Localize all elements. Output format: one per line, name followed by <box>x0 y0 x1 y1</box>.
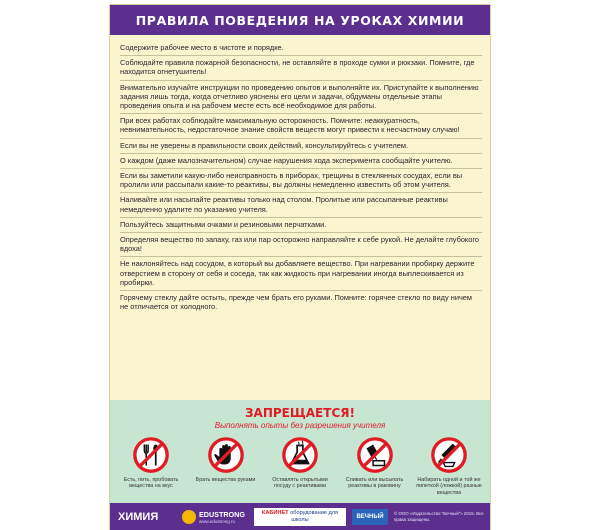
copyright-note: © ООО «Издательство "Вечный"» 2015. Все права защищены. <box>394 511 484 522</box>
brand-logo-icon <box>182 510 196 524</box>
open-flask-icon <box>281 436 319 474</box>
rule-item: Не наклоняйтесь над сосудом, в который вы добавляете вещество. При нагревании пробирку держите отверстием в сторону от себя и соседа, так как жидкость при нагревании иногда выплескивается из пробирки. <box>120 257 482 291</box>
rule-item: Если вы заметили какую-либо неисправность в приборах, трещины в стеклянных сосудах, если вы пролили или рассыпали какие-то реактивы, вы должны немедленно известить об этом учителя. <box>120 169 482 193</box>
rule-item: О каждом (даже малозначительном) случае нарушения хода эксперимента сообщайте учителю. <box>120 154 482 169</box>
promo-lead: КАБИНЕТ <box>261 509 289 516</box>
rule-item: Наливайте или насыпайте реактивы только над столом. Пролитые или рассыпанные реактивы немедленно удалите по указанию учителя. <box>120 193 482 217</box>
fork-spoon-icon <box>132 436 170 474</box>
rules-list <box>120 41 482 314</box>
publisher-logo-icon: ВЕЧНЫЙ <box>352 509 388 525</box>
hand-icon <box>207 436 245 474</box>
pipette-icon <box>430 436 468 474</box>
rule-item: Соблюдайте правила пожарной безопасности, не оставляйте в проходе сумки и рюкзаки. Помните, где находится огнетушитель! <box>120 56 482 80</box>
pour-back-icon <box>356 436 394 474</box>
header-band <box>110 5 490 35</box>
forbidden-heading: ЗАПРЕЩАЕТСЯ! <box>245 406 355 420</box>
forbidden-caption: Оставлять открытыми посуду с реактивами <box>272 477 328 490</box>
rule-item: Пользуйтесь защитными очками и резиновыми перчатками. <box>120 218 482 233</box>
promo-text: оборудование <box>290 509 327 516</box>
brand-name: EDUSTRONG <box>199 509 245 519</box>
forbidden-caption: Сливать или высыпать реактивы в раковину <box>345 477 404 490</box>
brand <box>182 510 254 524</box>
rule-item: Горячему стеклу дайте остыть, прежде чем брать его руками. Помните: горячее стекло по виду ничем не отличается от холодного. <box>120 293 472 312</box>
forbidden-caption: Брать вещества руками <box>195 477 256 483</box>
forbidden-caption: Набирать одной и той же пипеткой (ложкой) разные вещества <box>416 477 482 496</box>
rule-item: Определяя вещество по запаху, газ или пар осторожно направляйте к себе рукой. Не делайте глубокого вдоха! <box>120 233 482 257</box>
poster-title: ПРАВИЛА ПОВЕДЕНИЯ НА УРОКАХ ХИМИИ <box>135 12 465 28</box>
forbidden-item <box>193 436 259 496</box>
subject-label: ХИМИЯ <box>118 510 159 523</box>
rule-item: Внимательно изучайте инструкции по проведению опытов и выполняйте их. Приступайте к выполнению задания лишь тогда, когда отчетливо уяснены его цели и задачи, обдуманы отдельные этапы проведения опыта и на рабочем месте есть всё необходимое для работы. <box>120 81 482 115</box>
promo-tail: для школы <box>291 509 339 523</box>
forbidden-icons <box>118 436 482 496</box>
rule-item: Если вы не уверены в правильности своих действий, консультируйтесь с учителем. <box>120 139 482 154</box>
forbidden-subheading: Выполнять опыты без разрешения учителя <box>214 421 386 430</box>
rule-item: Содержите рабочее место в чистоте и порядке. <box>120 41 482 56</box>
brand-site: www.edustrong.ru <box>199 518 236 524</box>
promo-box <box>254 508 346 526</box>
forbidden-caption: Есть, пить, пробовать вещества на вкус <box>123 477 179 490</box>
rule-item: При всех работах соблюдайте максимальную осторожность. Помните: неаккуратность, невнимательность, недостаточное знание свойств веществ могут привести к несчастному случаю! <box>120 114 482 138</box>
forbidden-item <box>267 436 333 496</box>
poster <box>110 5 490 530</box>
forbidden-item <box>118 436 184 496</box>
forbidden-section <box>110 400 490 503</box>
footer-band <box>110 503 490 530</box>
forbidden-item <box>416 436 482 496</box>
forbidden-item <box>342 436 408 496</box>
